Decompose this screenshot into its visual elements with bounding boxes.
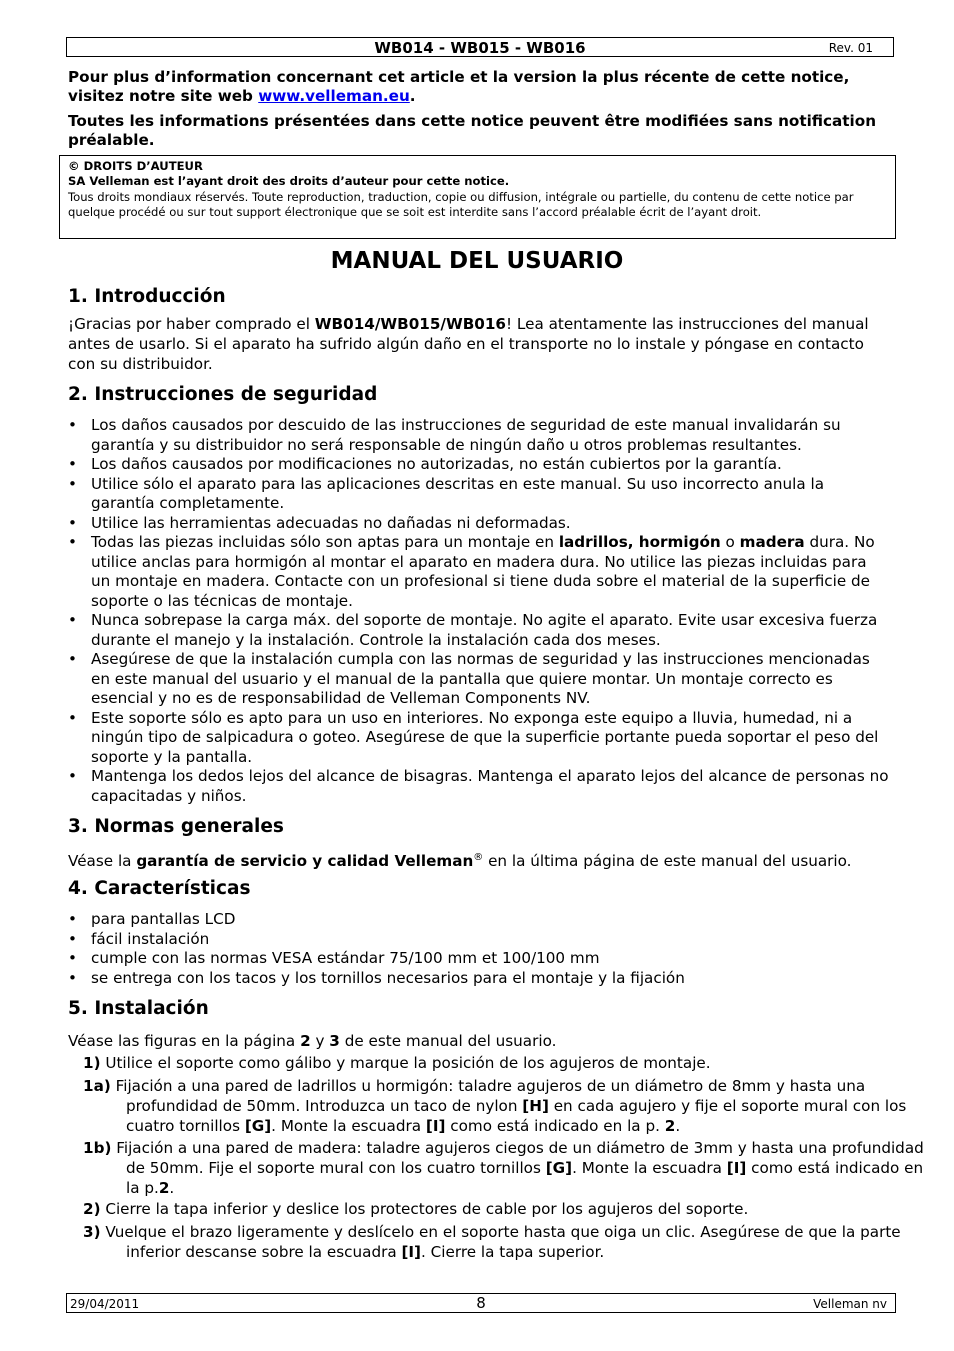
list-item: • se entrega con los tacos y los tornillos necesarios para el montaje y la fijación [68, 969, 890, 989]
list-item: • Los daños causados por descuido de las instrucciones de seguridad de este manual invalidarán su garantía y su distribuidor no será responsable de ningún daño u otros problemas resultantes. [68, 416, 890, 455]
install-step-1: 1) Utilice el soporte como gálibo y marque la posición de los agujeros de montaje. [83, 1054, 711, 1072]
install-step-3: 3) Vuelque el brazo ligeramente y deslícelo en el soporte hasta que oiga un clic. Asegúrese de que la parte inferior descanse sobre la escuadra [I]. Cierre la tapa superior. [83, 1223, 901, 1261]
list-item: • Todas las piezas incluidas sólo son aptas para un montaje en ladrillos, hormigón o madera dura. No utilice anclas para hormigón al montar el aparato en madera dura. No utilice las piezas incluidas para un montaje en madera. Contacte con un profesional si tiene duda sobre el material de la superficie de soporte o las técnicas de montaje. [68, 533, 890, 611]
copyright-box [59, 155, 896, 239]
notice-website: Pour plus d’information concernant cet article et la version la plus récente de cette notice, visitez notre site web www.velleman.eu. [68, 68, 850, 105]
intro-paragraph: ¡Gracias por haber comprado el WB014/WB015/WB016! Lea atentamente las instrucciones del manual antes de usarlo. Si el aparato ha sufrido algún daño en el transporte no lo instale y póngase en contacto con su distribuidor. [68, 315, 869, 373]
page-header [66, 37, 894, 57]
install-step-1b: 1b) Fijación a una pared de madera: taladre agujeros ciegos de un diámetro de 3mm y hasta una profundidad de 50mm. Fije el soporte mural con los cuatro tornillos [G]. Monte la escuadra [I] como está indicado en la p.2. [83, 1139, 924, 1197]
section-heading: 5. Instalación [68, 998, 209, 1019]
safety-list [68, 416, 890, 806]
section-heading: 1. Introducción [68, 286, 226, 307]
header-title: WB014 - WB015 - WB016 [374, 39, 586, 57]
velleman-link[interactable]: www.velleman.eu [258, 87, 410, 105]
list-item: • para pantallas LCD [68, 910, 890, 930]
features-list [68, 910, 890, 988]
list-item: • Utilice las herramientas adecuadas no dañadas ni deformadas. [68, 514, 890, 534]
list-item: • Utilice sólo el aparato para las aplicaciones descritas en este manual. Su uso incorrecto anula la garantía completamente. [68, 475, 890, 514]
page-title: MANUAL DEL USUARIO [330, 248, 624, 274]
list-item: • Mantenga los dedos lejos del alcance de bisagras. Mantenga el aparato lejos del alcance de personas no capacitadas y niños. [68, 767, 890, 806]
install-intro: Véase las figuras en la página 2 y 3 de este manual del usuario. [68, 1032, 557, 1050]
header-revision: Rev. 01 [828, 41, 873, 55]
section-heading: 3. Normas generales [68, 816, 284, 837]
install-step-2: 2) Cierre la tapa inferior y deslice los protectores de cable por los agujeros del soporte. [83, 1200, 749, 1218]
page-number: 8 [476, 1294, 486, 1312]
list-item: • Nunca sobrepase la carga máx. del soporte de montaje. No agite el aparato. Evite usar excesiva fuerza durante el manejo y la instalación. Controle la instalación cada dos meses. [68, 611, 890, 650]
list-item: • fácil instalación [68, 930, 890, 950]
general-paragraph: Véase la garantía de servicio y calidad Velleman® en la última página de este manual del usuario. [68, 852, 852, 871]
list-item: • Asegúrese de que la instalación cumpla con las normas de seguridad y las instrucciones mencionadas en este manual del usuario y el manual de la pantalla que quiere montar. Un montaje correcto es esencial y no es de responsabilidad de Velleman Components NV. [68, 650, 890, 709]
copyright-heading: © DROITS D’AUTEUR [68, 159, 203, 173]
copyright-owner: SA Velleman est l’ayant droit des droits d’auteur pour cette notice. [68, 174, 510, 189]
page-footer [66, 1293, 896, 1313]
section-heading: 4. Características [68, 878, 251, 899]
list-item: • Este soporte sólo es apto para un uso en interiores. No exponga este equipo a lluvia, humedad, ni a ningún tipo de salpicadura o goteo. Asegúrese de que la superficie portante pueda soportar el peso del soporte y la pantalla. [68, 709, 890, 768]
install-step-1a: 1a) Fijación a una pared de ladrillos u hormigón: taladre agujeros de un diámetro de 8mm y hasta una profundidad de 50mm. Introduzca un taco de nylon [H] en cada agujero y fije el soporte mural con los cuatro tornillos [G]. Monte la escuadra [I] como está indicado en la p. 2. [83, 1077, 907, 1135]
list-item: • Los daños causados por modificaciones no autorizadas, no están cubiertos por la garantía. [68, 455, 890, 475]
section-heading: 2. Instrucciones de seguridad [68, 384, 378, 405]
list-item: • cumple con las normas VESA estándar 75/100 mm et 100/100 mm [68, 949, 890, 969]
notice-changes: Toutes les informations présentées dans cette notice peuvent être modifiées sans notification préalable. [68, 112, 877, 149]
footer-company: Velleman nv [813, 1297, 887, 1311]
footer-date: 29/04/2011 [70, 1297, 140, 1311]
copyright-body: Tous droits mondiaux réservés. Toute reproduction, traduction, copie ou diffusion, intégrale ou partielle, du contenu de cette notice par quelque procédé ou sur tout support électronique que se soit est interdite sans l’accord préalable écrit de l’ayant droit. [68, 189, 854, 220]
